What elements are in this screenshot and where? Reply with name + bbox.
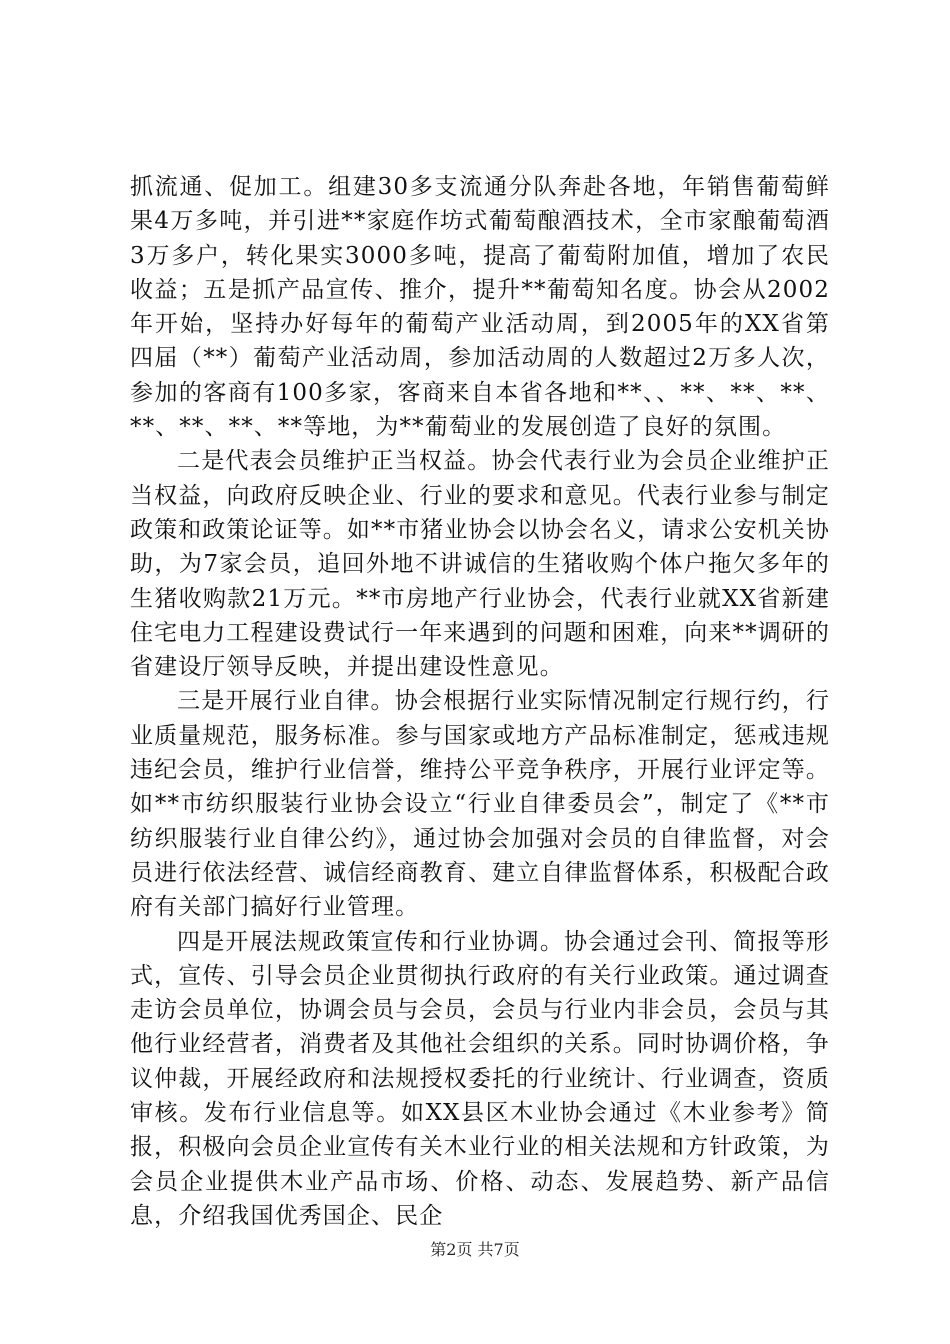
paragraph: 二是代表会员维护正当权益。协会代表行业为会员企业维护正当权益，向政府反映企业、行业的要求和意见。代表行业参与制定政策和政策论证等。如**市猪业协会以协会名义，请求公安机关协助，为7家会员，追回外地不讲诚信的生猪收购个体户拖欠多年的生猪收购款21万元。**市房地产行业协会，代表行业就XX省新建住宅电力工程建设费试行一年来遇到的问题和困难，向来**调研的省建设厅领导反映，并提出建设性意见。 bbox=[130, 448, 830, 681]
paragraph: 三是开展行业自律。协会根据行业实际情况制定行规行约，行业质量规范，服务标准。参与国家或地方产品标准制定，惩戒违规违纪会员，维护行业信誉，维持公平竞争秩序，开展行业评定等。如**市纺织服装行业协会设立“行业自律委员会”，制定了《**市纺织服装行业自律公约》，通过协会加强对会员的自律监督，对会员进行依法经营、诚信经商教育、建立自律监督体系，积极配合政府有关部门搞好行业管理。 bbox=[130, 688, 830, 921]
document-body bbox=[130, 170, 830, 1233]
paragraph: 四是开展法规政策宣传和行业协调。协会通过会刊、简报等形式，宣传、引导会员企业贯彻执行政府的有关行业政策。通过调查走访会员单位，协调会员与会员，会员与行业内非会员，会员与其他行业经营者，消费者及其他社会组织的关系。同时协调价格，争议仲裁，开展经政府和法规授权委托的行业统计、行业调查，资质审核。发布行业信息等。如XX县区木业协会通过《木业参考》简报，积极向会员企业宣传有关木业行业的相关法规和方针政策，为会员企业提供木业产品市场、价格、动态、发展趋势、新产品信息，介绍我国优秀国企、民企 bbox=[130, 928, 830, 1229]
page-number-footer: 第2页 共7页 bbox=[430, 1240, 520, 1259]
paragraph: 抓流通、促加工。组建30多支流通分队奔赴各地，年销售葡萄鲜果4万多吨，并引进**家庭作坊式葡萄酿酒技术，全市家酿葡萄酒3万多户，转化果实3000多吨，提高了葡萄附加值，增加了农民收益；五是抓产品宣传、推介，提升**葡萄知名度。协会从2002年开始，坚持办好每年的葡萄产业活动周，到2005年的XX省第四届（**）葡萄产业活动周，参加活动周的人数超过2万多人次，参加的客商有100多家，客商来自本省各地和**、、**、**、**、**、**、**、**等地，为**葡萄业的发展创造了良好的氛围。 bbox=[130, 174, 830, 441]
